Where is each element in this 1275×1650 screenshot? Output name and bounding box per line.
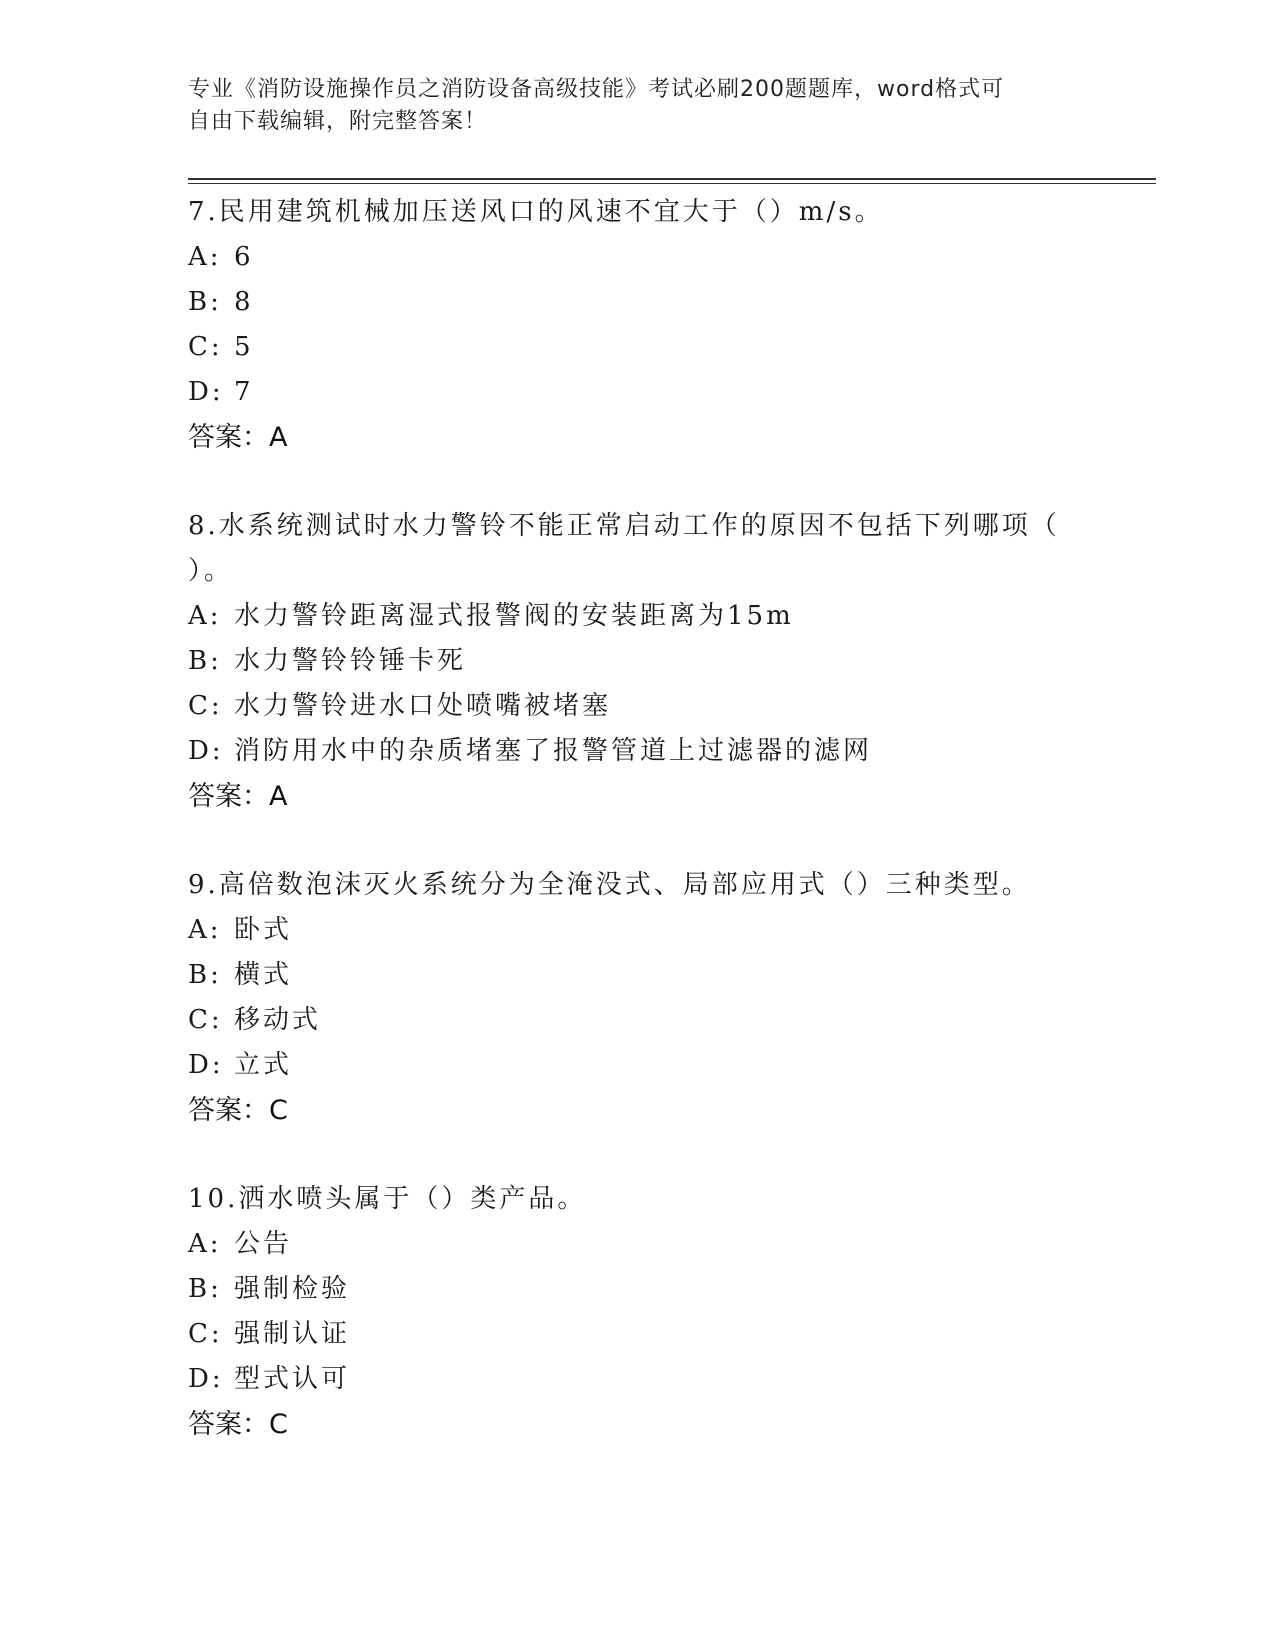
question-item: [188, 863, 1088, 1133]
option-a: [188, 235, 1088, 280]
option-b: [188, 639, 1088, 684]
option-text: 型式认可: [234, 1364, 351, 1394]
option-text: 强制检验: [234, 1274, 351, 1304]
option-text: 卧式: [234, 915, 293, 945]
answer-label: 答案：C: [188, 1409, 288, 1440]
option-key: D:: [188, 1050, 224, 1080]
option-b: [188, 1267, 1088, 1312]
option-c: [188, 998, 1088, 1043]
option-d: [188, 1043, 1088, 1088]
option-key: B:: [188, 287, 222, 317]
question-list: [188, 190, 1088, 1447]
option-key: D:: [188, 736, 224, 766]
option-text: 8: [234, 287, 254, 317]
question-stem: 7.民用建筑机械加压送风口的风速不宜大于（）m/s。: [188, 197, 884, 227]
option-key: B:: [188, 960, 222, 990]
option-text: 消防用水中的杂质堵塞了报警管道上过滤器的滤网: [234, 736, 873, 766]
header-divider-thick: [188, 178, 1156, 180]
option-a: [188, 908, 1088, 953]
intro-line-2: 自由下载编辑，附完整答案！: [188, 109, 488, 134]
option-key: A:: [188, 601, 222, 631]
option-text: 6: [234, 242, 254, 272]
option-d: [188, 1357, 1088, 1402]
option-key: A:: [188, 915, 222, 945]
answer-label: 答案：C: [188, 1095, 288, 1126]
option-key: B:: [188, 646, 222, 676]
option-text: 7: [234, 377, 254, 407]
question-item: [188, 190, 1088, 460]
option-text: 立式: [234, 1050, 293, 1080]
option-text: 5: [234, 332, 254, 362]
option-key: B:: [188, 1274, 222, 1304]
option-a: [188, 1222, 1088, 1267]
option-key: A:: [188, 242, 222, 272]
option-key: C:: [188, 332, 223, 362]
option-c: [188, 325, 1088, 370]
option-text: 水力警铃铃锤卡死: [234, 646, 467, 676]
option-text: 水力警铃距离湿式报警阀的安装距离为15m: [234, 601, 794, 631]
question-stem: 8.水系统测试时水力警铃不能正常启动工作的原因不包括下列哪项（ ）。: [188, 511, 1060, 586]
option-key: D:: [188, 377, 224, 407]
option-b: [188, 953, 1088, 998]
option-text: 水力警铃进水口处喷嘴被堵塞: [234, 691, 612, 721]
answer-label: 答案：A: [188, 422, 288, 453]
option-key: C:: [188, 1005, 223, 1035]
option-d: [188, 370, 1088, 415]
option-text: 横式: [234, 960, 293, 990]
option-c: [188, 684, 1088, 729]
question-spacer: [188, 819, 1088, 863]
option-key: A:: [188, 1229, 222, 1259]
option-key: C:: [188, 691, 223, 721]
question-spacer: [188, 460, 1088, 504]
question-stem: 9.高倍数泡沫灭火系统分为全淹没式、局部应用式（）三种类型。: [188, 870, 1031, 900]
document-intro: [188, 74, 1088, 138]
option-text: 移动式: [234, 1005, 322, 1035]
question-spacer: [188, 1133, 1088, 1177]
option-d: [188, 729, 1088, 774]
intro-line-1: 专业《消防设施操作员之消防设备高级技能》考试必刷200题题库，word格式可: [188, 77, 1005, 102]
option-b: [188, 280, 1088, 325]
option-text: 公告: [234, 1229, 293, 1259]
header-divider-thin: [188, 183, 1156, 184]
option-c: [188, 1312, 1088, 1357]
question-item: [188, 504, 1088, 819]
question-item: [188, 1177, 1088, 1447]
option-key: C:: [188, 1319, 223, 1349]
option-text: 强制认证: [234, 1319, 351, 1349]
option-a: [188, 594, 1088, 639]
option-key: D:: [188, 1364, 224, 1394]
answer-label: 答案：A: [188, 781, 288, 812]
question-stem: 10.洒水喷头属于（）类产品。: [188, 1184, 587, 1214]
